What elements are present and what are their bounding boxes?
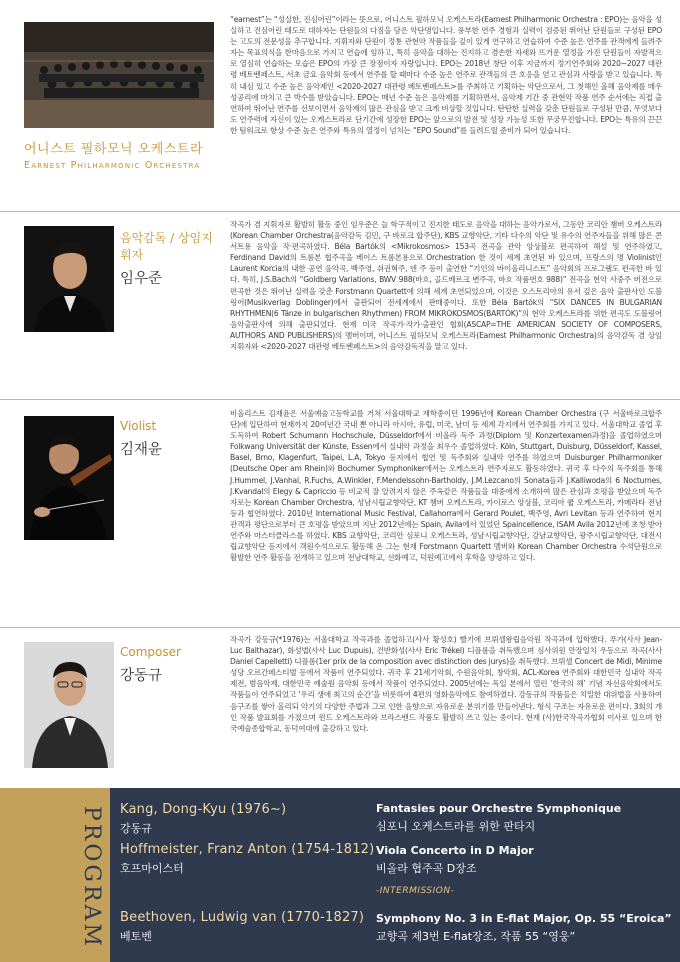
program-work-en: Fantasies pour Orchestre Symphonique: [376, 802, 622, 815]
orchestra-title-en: Earnest Philharmonic Orchestra: [24, 160, 201, 171]
program-label-text: PROGRAM: [79, 806, 104, 949]
program-composer-kr: 호프마이스터: [120, 862, 184, 875]
program-work-2: [376, 844, 534, 876]
composer-name: 강동규: [120, 668, 163, 684]
program-work-en: Viola Concerto in D Major: [376, 844, 534, 857]
composer-section: [0, 628, 680, 788]
orchestra-section: [0, 0, 680, 212]
program-intermission: -INTERMISSION-: [376, 886, 455, 896]
violist-role: Violist: [120, 419, 157, 433]
orchestra-title-kr: 어니스트 필하모닉 오케스트라: [24, 142, 204, 157]
conductor-role: 음악감독 / 상임지휘자: [120, 231, 213, 262]
orchestra-photo: [24, 22, 214, 128]
program-composer-en: Beethoven, Ludwig van (1770-1827): [120, 910, 365, 925]
violist-name: 김재윤: [120, 442, 163, 458]
program-work-en: Symphony No. 3 in E-flat Major, Op. 55 “Eroica”: [376, 912, 672, 925]
composer-role: Composer: [120, 645, 181, 659]
program-section: [0, 788, 680, 962]
composer-photo: [24, 642, 114, 768]
program-work-kr: 비올라 협주곡 D장조: [376, 862, 477, 875]
program-label: [78, 806, 108, 956]
program-composer-en: Kang, Dong-Kyu (1976~): [120, 802, 287, 817]
program-composer-2: [120, 842, 374, 876]
program-composer-en: Hoffmeister, Franz Anton (1754-1812): [120, 842, 375, 857]
conductor-photo: [24, 226, 114, 332]
conductor-name: 임우준: [120, 271, 163, 287]
conductor-section: [0, 212, 680, 400]
program-work-1: [376, 802, 621, 834]
composer-bio: 작곡가 강동규(*1976)는 서울대학교 작곡과를 졸업하고(사사 황성호) 빨기에 브뤼셀왕립음악원 작곡과에 입학했다. 푸가(사사 Jean-Luc Balthazar), 화성법(사사 Luc Dupuis), 건반화성(사사 Eric Trékel) 디플롬을 취득했으며 심사위원 만장일치 우등으로 작곡(사사 Daniel Capelletti) 디플롬(1er prix de la composition avec distinction des jurys)을 취득했다. 브뤼셀 Concert de Midi, Minime 성당 오르간페스티벌 등에서 작품이 연주되었다. 귀국 후 21세기악회, 수원음악회, 창악회, ACL-Korea 연주회와 대한민국 실내악 작곡제전, 범음악제, 대한민국 예술원 음악회 등에서 작품이 연주되었다. 2005년에는 독일 본에서 열린 ‘한국의 해’ 기념 자선음악회에서도 작품들이 연주되었고 ‘우리 생애 최고의 순간’을 비롯하여 4편의 영화음악에도 참여하였다. 강동규의 작품들은 치밀한 대위법을 사용하여 음구조를 쌓아 올리되 악기의 다양한 주법과 그로 인한 음향으로 자유로운 분위기를 만들어낸다. 형식 구조는 자유로운 편이다. 3회의 개인 작품 발표회를 가졌으며 윈드 오케스트라와 브라스밴드 작품도 활발히 쓰고 있는 중이다. 현재 (사)한국작곡가협회 이사로 있으며 한국예술종합학교, 동덕여대에 출강하고 있다.: [230, 635, 662, 733]
program-work-3: [376, 912, 672, 944]
program-composer-kr: 베토벤: [120, 930, 152, 943]
conductor-bio: 작곡가 겸 지휘자로 활발히 활동 중인 임우준은 늘 학구적이고 진지한 태도로 음악을 대하는 음악가로서, 그동안 코리안 챔버 오케스트라(Korean Chamber Orchestra(음악감독 김민, 구 바로크 합주단), KBS 교향악단, 기타 다수의 악단 및 유수의 연주자들을 위해 많은 콘서트용 음악을 작·편곡하였다. Béla Bartók의 <Mikrokosmos> 153곡 전곡을 관악 앙상블로 편곡하여 해설 및 연주하였고, Ferdinand David의 트롬본 협주곡을 베이스 트롬본용으로 Orchestration 한 것이 세계 초연된 바 있으며, 프랑스의 명 Violinist인 Laurent Korcia의 내한 공연 음악곡, 백주영, 쉬권혁주, 덴 주 등이 출연한 “기인의 바이올리니스트” 음악회의 프로그램도 편곡한 바 있다. 특히, J.S.Bach의 “Goldberg Variations, BWV 988(바흐, 골드베르크 변주곡, 바흐 작품번호 988)” 전곡을 현악 사중주 버전으로 편곡한 것은 뛰어난 실력을 갖춘 Forstmann Quartett에 의해 세계 초연되었으며, 이것은 오스트리아의 유서 깊은 음악 출판사인 도블링어(Musikverlag Doblinger)에서 출판되어 전세계에서 판매중이다. 또한 Béla Bartók의 “SIX DANCES IN BULGARIAN RHYTHMEN(6 Tänze in bulgarischen Rhythmen) FROM MIKROKOSMOS(BARTÓK)”의 현악 오케스트라를 위한 편곡도 도블링어 음악출판사에 의해 출판되었다. 현재 미국 작곡가·작가·출판인 협회(ASCAP=THE AMERICAN SOCIETY OF COMPOSERS, AUTHORS AND PUBLISHERS)의 멤버이며, 어니스트 필하모닉 오케스트라(Earnest Philharmonic Orchestra)의 음악감독 겸 상임 지휘자와 <2020-2027 대관령 베토벤페스트>의 음악감독직을 맡고 있다.: [230, 220, 662, 352]
program-work-kr: 교향곡 제3번 E-flat장조, 작품 55 “영웅”: [376, 930, 576, 943]
orchestra-bio: “earnest”는 “성실한, 진심어린”이라는 뜻으로, 어니스트 필하모닉 오케스트라(Earnest Philharmonic Orchestra : EPO)는 음악을 성실하고 진심어린 태도로 대하자는 단원들의 다짐을 담은 악단명입니다. 풍부한 연주 경험과 실력이 검증된 뛰어난 단원들로 구성된 EPO는 고도의 전문성을 추구합니다. 지휘자와 단원이 정통 관현악 작품들을 깊이 있게 연구하고 연습하여 수준 높은 연주를 관객에게 들려주자는 목표의식을 한마음으로 가지고 연습에 임하고, 특히 음악을 대하는 진지하고 겸손한 자세와 뜨거운 열정을 가진 단원들이 자발적으로 열심히 연습하는 모습은 EPO의 가장 큰 장점이자 자랑입니다. EPO는 2018년 창단 이후 지금까지 정기연주회와 2020~2027 대관령 베토벤페스트, 서초 금요 음악회 등에서 연주를 할 때마다 수준 높은 연주로 관객들의 큰 호응을 얻고 관심과 사랑을 받고 있습니다. 특히 내심 있고 수준 높은 음악제인 <2020-2027 대관령 베토벤페스트>를 주최하고 기획하는 악단으로서, 그 첫해인 올해 음악제를 매우 성공리에 마치고 큰 박수를 받았습니다. EPO는 매년 수준 높은 음악제를 기획하면서, 음악제 기간 중 관현악 작품 연주 순서에는 직접 출연하여 뛰어난 연주를 선보이면서 음악계의 많은 관심을 받고 크게 비상할 것입니다. 탄탄한 실력을 갖춘 단원들로 구성된 만큼, 무엇보다도 연주력에 자신이 있는 오케스트라로 단기간에 성장한 EPO는 앞으로의 발전 및 성장 가능성 또한 무궁무진합니다. EPO는 특유의 끈끈한 팀워크로 항상 수준 높은 연주와 특유의 열정이 넘치는 “EPO Sound”를 들려드릴 준비가 되어 있습니다.: [230, 15, 662, 135]
program-composer-1: [120, 802, 286, 836]
violist-photo: [24, 416, 114, 540]
program-composer-kr: 강동규: [120, 822, 152, 835]
program-work-kr: 심포니 오케스트라를 위한 판타지: [376, 820, 536, 833]
violist-bio: 비올리스트 김재윤은 서울예술고등학교를 거쳐 서울대학교 재학중이던 1996년에 Korean Chamber Orchestra (구 서울바로크합주단)에 입단하여 현재까지 20여년간 국내 뿐 아니라 아시아, 유럽, 미국, 남미 등 세계 각지에서 연주회를 가지고 있다. 서울대학교 졸업 후 도독하여 Robert Schumann Hochschule, Düsseldorf에서 비올라 독주 과정(Diplom 및 Konzertexamen과정)을 졸업하였으며 Folkwang Universität der Künste, Essen에서 실내악 과정을 최우수 졸업하였다. Köln, Stuttgart, Duisburg, Düsseldorf, Kassel, Basel, Brno, Klagenfurt, Taipei, L.A, Tokyo 등지에서 협연 및 독주회와 실내악 연주를 하였으며 Duisburger Philharmoniker (Deutsche Oper am Rhein)와 Bochumer Symphoniker에서는 오케스트라 연주자로도 활동하였다. 귀국 후 다수의 독주회를 통해 J.Hummel, J.Vanhal, R.Fuchs, A.Winkler, F.Mendelssohn-Bartholdy, J.M.Lezcano의 Sonata들과 J.Kalliwoda의 6 Nocturnes, J.Kvandal의 Elegy & Capriccio 등 비교적 잘 알려지지 않은 주옥같은 작품들을 대중에게 소개하여 많은 관심과 호평을 받았으며 독주자로는 Korean Chamber Orchestra, 성남시립교향악단, KT 챔버 오케스트라, 카이로스 앙상블, 코리아 쿱 오케스트라, 카메라타 전남 등과 협연하였다. 2010년 International Music Festival, Callahorra에서 Gerard Poulet, 백주영, Avri Levitan 등과 연주하여 현지 관객과 평단으로부터 큰 호평을 받았으며 지난 2012년에는 Spain, Avila에서 있었던 Spaincellence, ISAM Avila 2012년에 초청 받아 연주와 마스터클라스를 하였다. KBS 교향악단, 코리안 심포니 오케스트라, 성남시립교향악단, 강남교향악단, 광주시립교향악단, 대전시립교향악단 등지에서 객원수석으로도 활동해 온 그는 현재 Forstmann Quartett 멤버와 Korean Chamber Orchestra 수석단원으로 활발한 연주 활동을 전개하고 있으며 전남대학교, 선화예고, 덕원예고에서 후학을 양성하고 있다.: [230, 409, 662, 563]
violist-section: [0, 400, 680, 628]
program-composer-3: [120, 910, 364, 944]
